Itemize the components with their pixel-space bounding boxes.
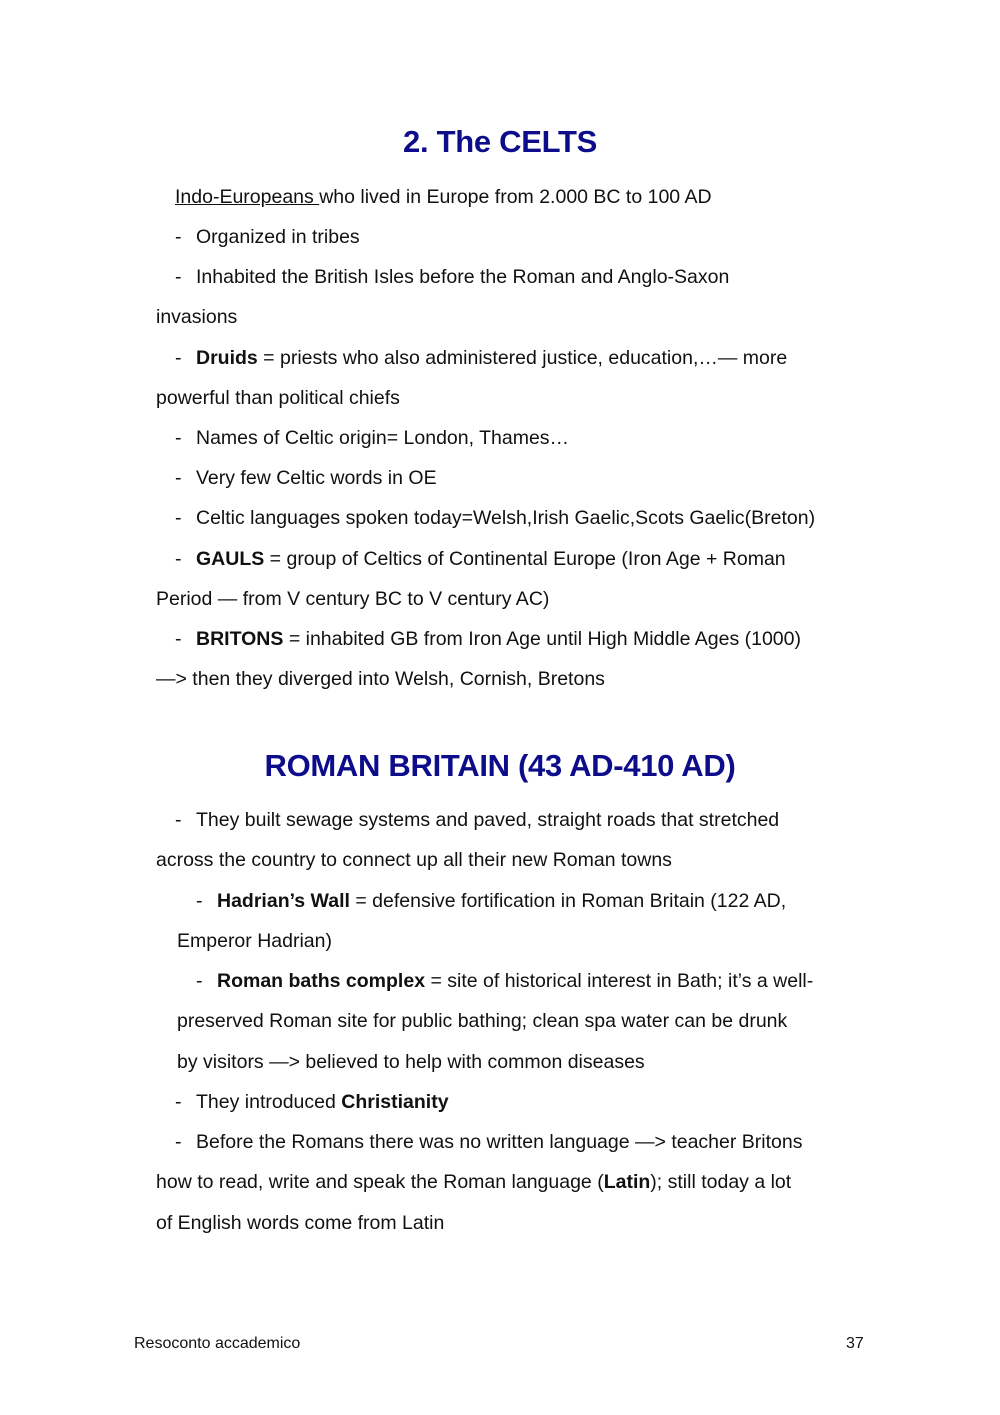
list-item: - They built sewage systems and paved, straight roads that stretched: [175, 809, 780, 831]
list-item-continuation: how to read, write and speak the Roman language (Latin); still today a lot: [156, 1171, 792, 1193]
list-item: - Before the Romans there was no written language —> teacher Britons: [175, 1131, 803, 1153]
list-item-continuation: —> then they diverged into Welsh, Cornish, Bretons: [156, 668, 605, 690]
list-item-continuation: powerful than political chiefs: [156, 387, 400, 409]
bullet-dash: -: [175, 347, 182, 369]
intro-text: who lived in Europe from 2.000 BC to 100 AD: [319, 186, 712, 208]
page-number: 37: [846, 1335, 864, 1352]
list-item: - Inhabited the British Isles before the Roman and Anglo-Saxon: [175, 266, 730, 288]
bullet-dash: -: [175, 507, 182, 529]
sub-list-item: - Hadrian’s Wall = defensive fortification in Roman Britain (122 AD,: [196, 890, 787, 912]
list-item: - GAULS = group of Celtics of Continental Europe (Iron Age + Roman: [175, 548, 786, 570]
bullet-dash: -: [175, 226, 182, 248]
list-item: - Very few Celtic words in OE: [175, 467, 437, 489]
sub-list-item-continuation: Emperor Hadrian): [177, 930, 332, 952]
section-title-roman-britain: ROMAN BRITAIN (43 AD-410 AD): [264, 748, 736, 783]
list-item-continuation: across the country to connect up all their new Roman towns: [156, 849, 672, 871]
bullet-dash: -: [175, 1091, 182, 1113]
list-item: - Celtic languages spoken today=Welsh,Irish Gaelic,Scots Gaelic(Breton): [175, 507, 816, 529]
list-item: - Names of Celtic origin= London, Thames…: [175, 427, 570, 449]
list-item: - BRITONS = inhabited GB from Iron Age until High Middle Ages (1000): [175, 628, 801, 650]
sub-list-item-continuation: by visitors —> believed to help with common diseases: [177, 1051, 645, 1073]
list-item: - Organized in tribes: [175, 226, 360, 248]
section-title-celts: 2. The CELTS: [403, 124, 597, 159]
bullet-dash: -: [175, 1131, 182, 1153]
bullet-dash: -: [196, 890, 203, 912]
bullet-dash: -: [175, 809, 182, 831]
footer-label: Resoconto accademico: [134, 1335, 301, 1352]
list-item-continuation: invasions: [156, 306, 238, 328]
bullet-dash: -: [196, 970, 203, 992]
bullet-dash: -: [175, 467, 182, 489]
bullet-dash: -: [175, 266, 182, 288]
list-item-continuation: of English words come from Latin: [156, 1212, 445, 1234]
list-item: - Druids = priests who also administered justice, education,…— more: [175, 347, 788, 369]
bullet-dash: -: [175, 548, 182, 570]
celts-intro: [175, 185, 712, 209]
sub-list-item-continuation: preserved Roman site for public bathing; clean spa water can be drunk: [177, 1010, 788, 1032]
list-item-continuation: Period — from V century BC to V century AC): [156, 588, 550, 610]
list-item: - They introduced Christianity: [175, 1091, 449, 1113]
bullet-dash: -: [175, 628, 182, 650]
bullet-dash: -: [175, 427, 182, 449]
intro-underlined-term: Indo-Europeans: [175, 186, 320, 208]
sub-list-item: - Roman baths complex = site of historical interest in Bath; it’s a well-: [196, 970, 814, 992]
